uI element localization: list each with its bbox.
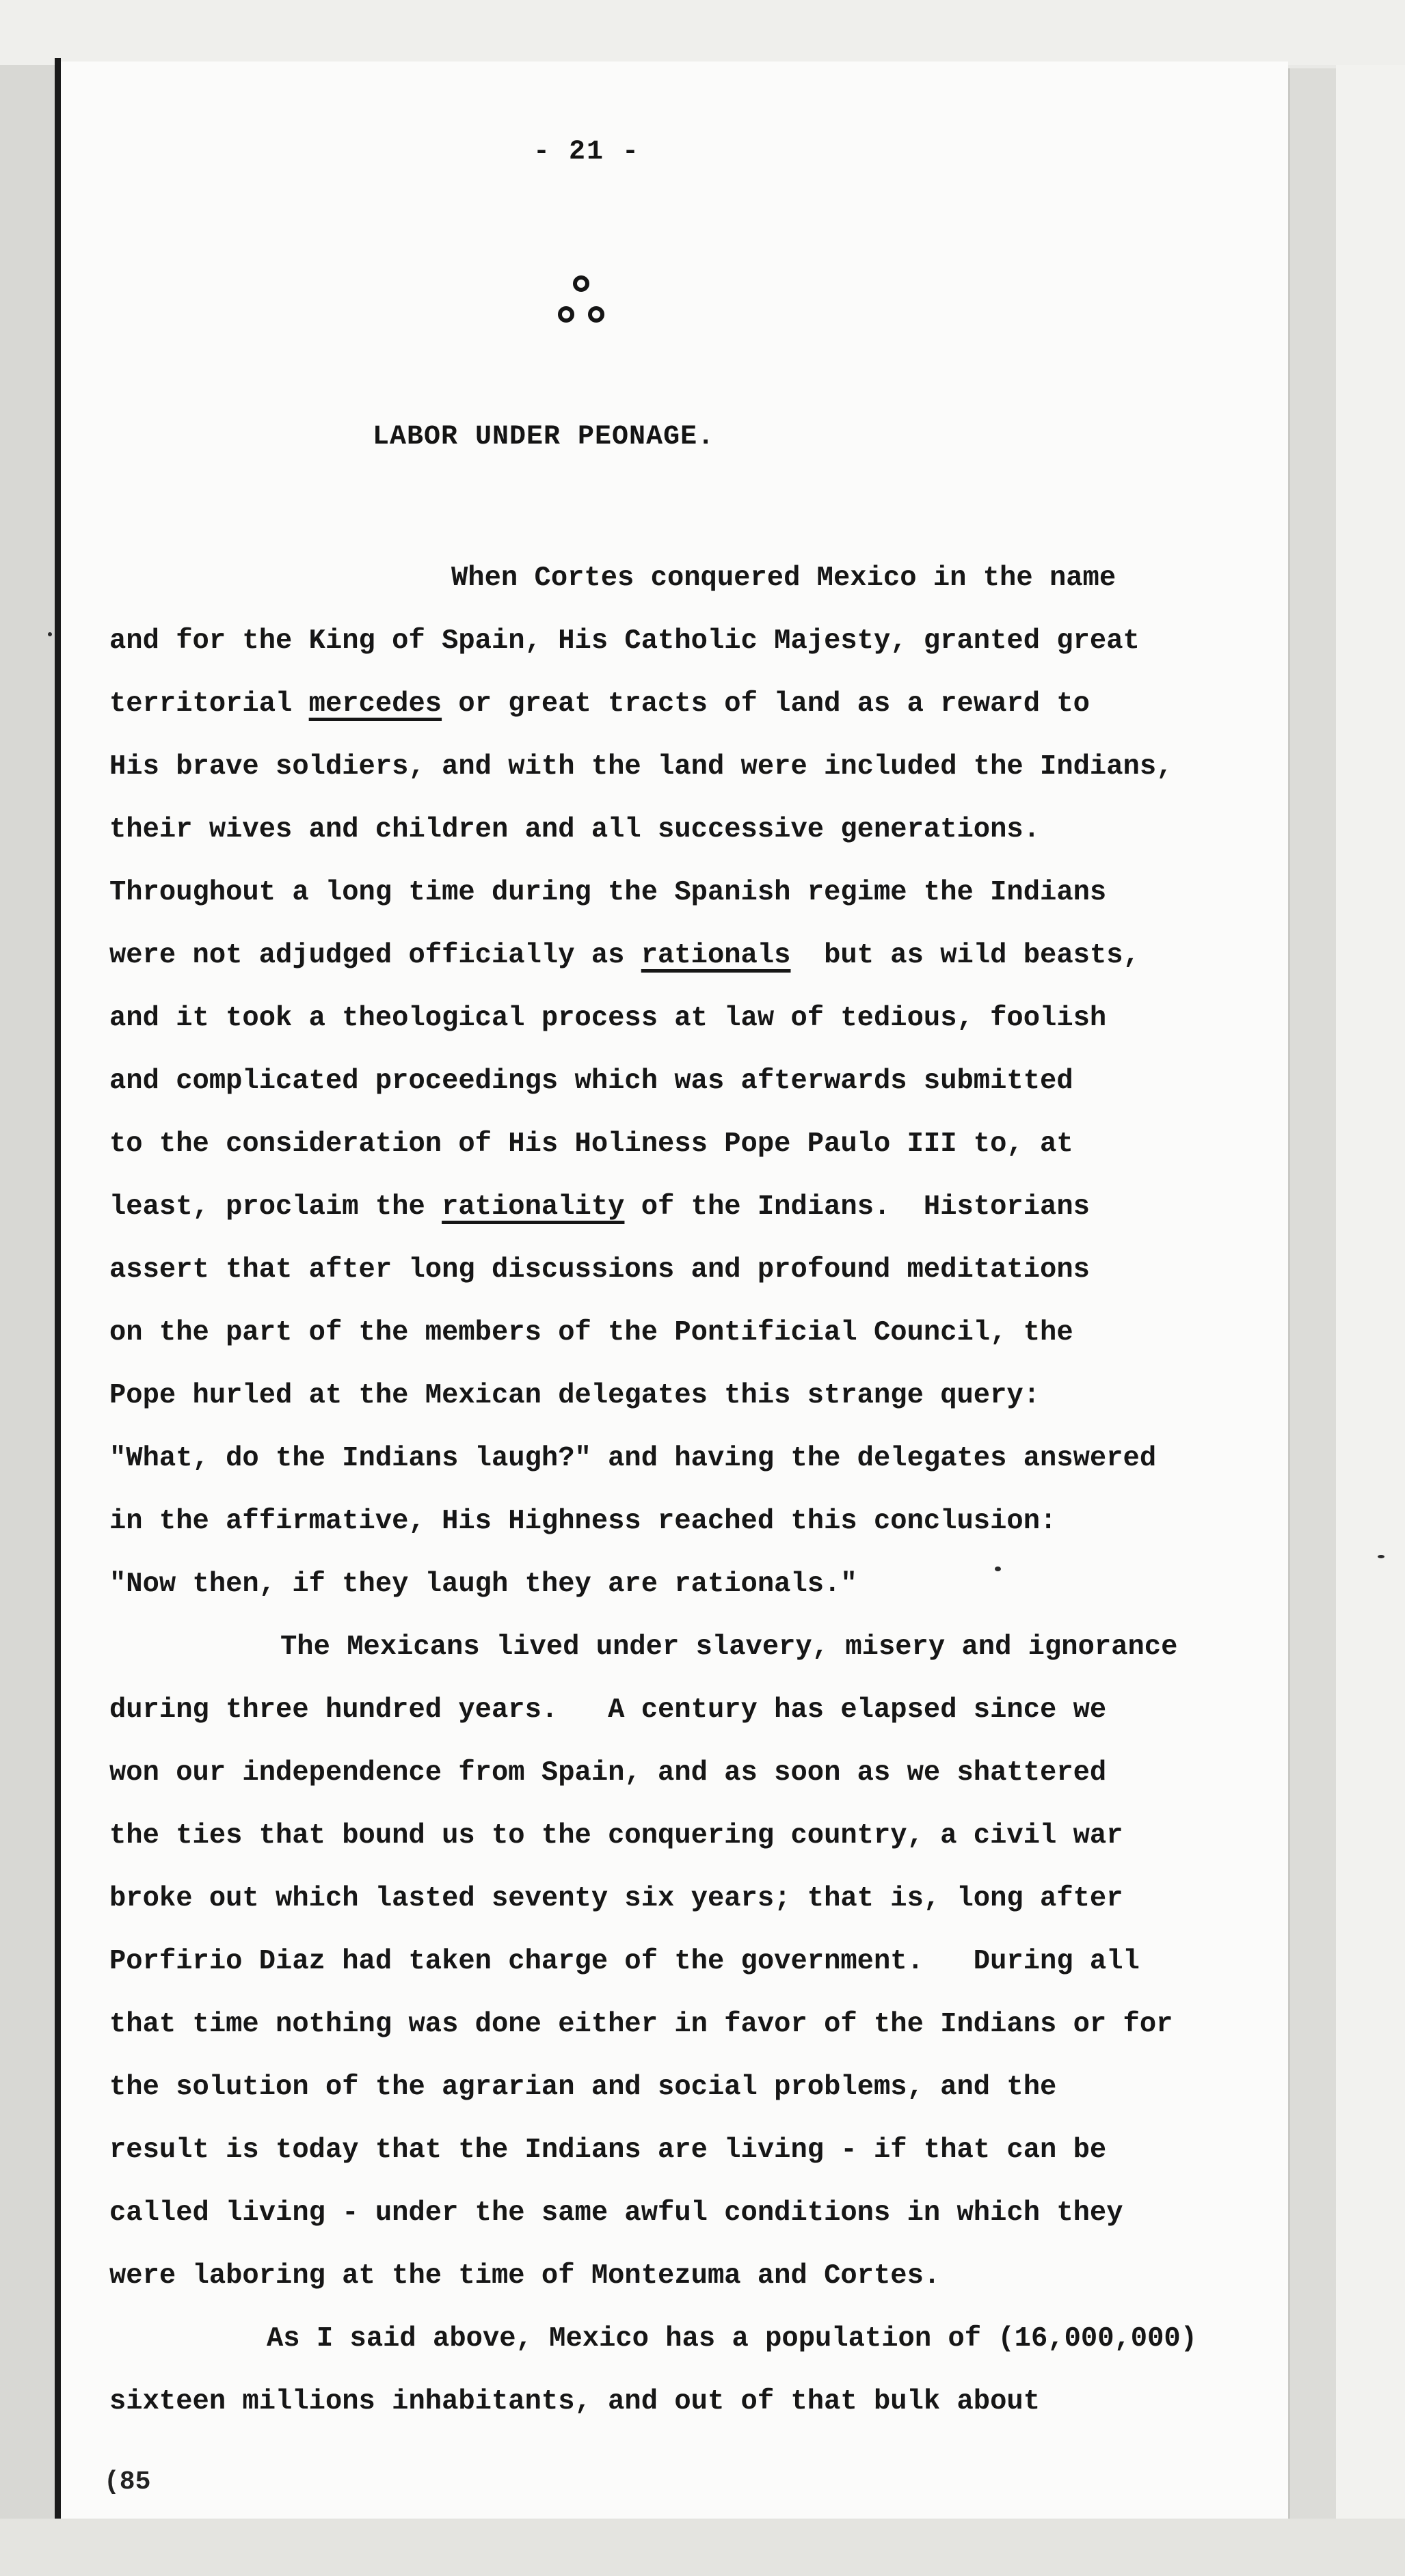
text-run: "What, do the Indians laugh?" and having the delegates answered bbox=[109, 1443, 1157, 1474]
text-run: during three hundred years. A century has elapsed since we bbox=[109, 1694, 1107, 1726]
text-line bbox=[109, 1867, 1285, 1930]
text-run: As I said above, Mexico has a population of (16,000,000) bbox=[267, 2323, 1198, 2355]
text-run: of the Indians. Historians bbox=[624, 1191, 1090, 1223]
scan-background-top bbox=[0, 0, 1405, 65]
text-line bbox=[109, 735, 1285, 798]
text-line bbox=[109, 1930, 1285, 1993]
text-run: "Now then, if they laugh they are rationals." bbox=[109, 1569, 857, 1600]
text-run: but as wild beasts, bbox=[790, 940, 1140, 971]
scan-background-bottom bbox=[0, 2519, 1405, 2576]
text-line bbox=[109, 987, 1285, 1050]
text-run: result is today that the Indians are living - if that can be bbox=[109, 2134, 1107, 2166]
binding-edge bbox=[0, 65, 55, 2576]
text-run: and complicated proceedings which was afterwards submitted bbox=[109, 1066, 1073, 1097]
text-run: Throughout a long time during the Spanish regime the Indians bbox=[109, 877, 1107, 908]
text-run: Pope hurled at the Mexican delegates this strange query: bbox=[109, 1380, 1041, 1411]
text-line bbox=[109, 1490, 1285, 1553]
text-run: were laboring at the time of Montezuma and Cortes. bbox=[109, 2260, 941, 2292]
text-run: When Cortes conquered Mexico in the name bbox=[451, 562, 1116, 594]
text-line bbox=[109, 2370, 1285, 2433]
text-run: and for the King of Spain, His Catholic Majesty, granted great bbox=[109, 625, 1140, 657]
text-run: and it took a theological process at law of tedious, foolish bbox=[109, 1003, 1107, 1034]
text-run: The Mexicans lived under slavery, misery and ignorance bbox=[280, 1631, 1178, 1663]
text-run: called living - under the same awful conditions in which they bbox=[109, 2197, 1123, 2229]
text-line bbox=[109, 673, 1285, 735]
text-line bbox=[109, 1113, 1285, 1176]
text-line bbox=[109, 1679, 1285, 1741]
text-run: on the part of the members of the Pontificial Council, the bbox=[109, 1317, 1073, 1348]
text-line bbox=[109, 1176, 1285, 1238]
text-line bbox=[109, 1993, 1285, 2056]
page-bottom-fragment: (85 bbox=[104, 2467, 151, 2497]
text-run: to the consideration of His Holiness Pope Paulo III to, at bbox=[109, 1128, 1073, 1160]
text-line bbox=[109, 1804, 1285, 1867]
text-line bbox=[109, 2245, 1285, 2307]
left-margin-rule bbox=[55, 58, 61, 2519]
text-line bbox=[109, 924, 1285, 987]
scan-background-right bbox=[1336, 65, 1405, 2576]
underlined-term: rationals bbox=[641, 940, 791, 971]
page-number: - 21 - bbox=[533, 137, 641, 167]
text-line bbox=[109, 2307, 1285, 2370]
three-circle-ornament-icon bbox=[547, 272, 615, 327]
text-line bbox=[109, 1427, 1285, 1490]
text-run: assert that after long discussions and profound meditations bbox=[109, 1254, 1090, 1286]
text-line bbox=[109, 1364, 1285, 1427]
text-line bbox=[109, 2056, 1285, 2119]
ink-speck bbox=[995, 1567, 1001, 1571]
text-run: their wives and children and all successive generations. bbox=[109, 814, 1041, 845]
text-run: Porfirio Diaz had taken charge of the government. During all bbox=[109, 1946, 1140, 1977]
text-run: in the affirmative, His Highness reached this conclusion: bbox=[109, 1506, 1057, 1537]
text-line bbox=[109, 2119, 1285, 2182]
ink-speck bbox=[48, 632, 52, 636]
text-run: the ties that bound us to the conquering country, a civil war bbox=[109, 1820, 1123, 1852]
text-run: won our independence from Spain, and as soon as we shattered bbox=[109, 1757, 1107, 1789]
text-run: least, proclaim the bbox=[109, 1191, 442, 1223]
text-line bbox=[109, 2182, 1285, 2245]
text-run: sixteen millions inhabitants, and out of that bulk about bbox=[109, 2386, 1041, 2417]
text-line bbox=[109, 547, 1285, 610]
text-line bbox=[109, 798, 1285, 861]
text-line bbox=[109, 1741, 1285, 1804]
text-run: His brave soldiers, and with the land were included the Indians, bbox=[109, 751, 1173, 783]
section-heading: LABOR UNDER PEONAGE. bbox=[373, 422, 715, 452]
text-run: were not adjudged officially as bbox=[109, 940, 641, 971]
text-line bbox=[109, 1050, 1285, 1113]
underlined-term: mercedes bbox=[308, 688, 442, 720]
text-line bbox=[109, 610, 1285, 673]
text-run: the solution of the agrarian and social problems, and the bbox=[109, 2072, 1057, 2103]
text-run: broke out which lasted seventy six years; that is, long after bbox=[109, 1883, 1123, 1914]
text-line bbox=[109, 1553, 1285, 1616]
text-line bbox=[109, 1301, 1285, 1364]
underlined-term: rationality bbox=[442, 1191, 625, 1223]
text-line bbox=[109, 1238, 1285, 1301]
text-run: that time nothing was done either in favor of the Indians or for bbox=[109, 2009, 1173, 2040]
underlying-page-edge bbox=[1288, 68, 1338, 2522]
text-line bbox=[109, 1616, 1285, 1679]
text-run: territorial bbox=[109, 688, 309, 720]
body-text bbox=[109, 547, 1285, 2433]
ink-speck bbox=[1378, 1555, 1384, 1558]
text-run: or great tracts of land as a reward to bbox=[442, 688, 1090, 720]
text-line bbox=[109, 861, 1285, 924]
